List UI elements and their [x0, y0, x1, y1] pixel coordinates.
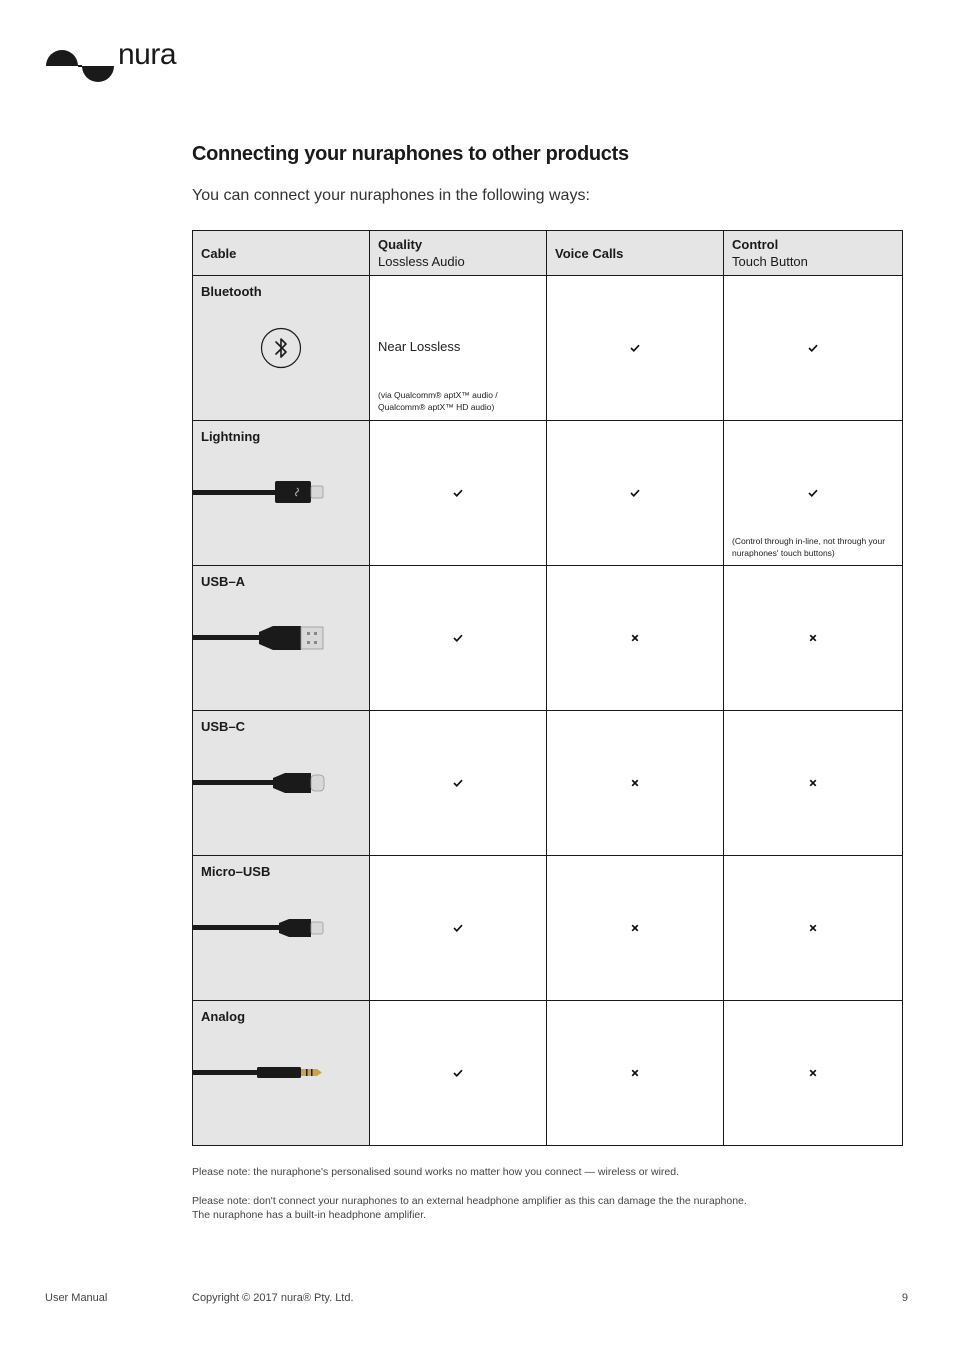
cable-name: Analog: [201, 1009, 246, 1024]
cross-icon: [631, 779, 639, 787]
cross-icon: [809, 1069, 817, 1077]
brand-name: nura: [118, 38, 177, 71]
lightning-cable-icon: [193, 421, 369, 565]
cross-icon: [631, 634, 639, 642]
cable-cell-micro-usb: [193, 856, 370, 1001]
voice-calls-cell: [547, 566, 724, 711]
cross-icon: [809, 779, 817, 787]
check-icon: [453, 634, 463, 642]
analog-cable-icon: [193, 1001, 369, 1145]
cable-cell-analog: [193, 1001, 370, 1146]
cable-cell-lightning: [193, 421, 370, 566]
voice-calls-cell: [547, 711, 724, 856]
page-title: Connecting your nuraphones to other products: [192, 143, 629, 165]
control-cell: [724, 421, 903, 566]
quality-cell: [370, 566, 547, 711]
table-row: [193, 276, 903, 421]
voice-calls-cell: [547, 276, 724, 421]
control-cell: [724, 1001, 903, 1146]
control-note: (Control through in-line, not through your nuraphones' touch buttons): [732, 536, 886, 558]
check-icon: [453, 489, 463, 497]
cable-name: Bluetooth: [201, 284, 262, 299]
cross-icon: [631, 1069, 639, 1077]
cross-icon: [809, 634, 817, 642]
note-personalised-sound: Please note: the nuraphone's personalised sound works no matter how you connect — wireless or wired.: [192, 1166, 680, 1178]
table-row: [193, 421, 903, 566]
header-voice-calls: Voice Calls: [547, 231, 724, 276]
check-icon: [453, 779, 463, 787]
header-control: Control Touch Button: [724, 231, 903, 276]
header-cable: Cable: [193, 231, 370, 276]
control-cell: [724, 566, 903, 711]
check-icon: [453, 1069, 463, 1077]
note-built-in-amplifier: The nuraphone has a built-in headphone amplifier.: [192, 1209, 427, 1221]
table-row: [193, 711, 903, 856]
cable-cell-bluetooth: [193, 276, 370, 421]
quality-cell: [370, 421, 547, 566]
quality-cell: [370, 1001, 547, 1146]
table-header-row: [193, 231, 903, 276]
table-row: [193, 856, 903, 1001]
check-icon: [453, 924, 463, 932]
footer-copyright: Copyright © 2017 nura® Pty. Ltd.: [192, 1292, 354, 1304]
control-cell: [724, 856, 903, 1001]
cross-icon: [631, 924, 639, 932]
footer-doc-title: User Manual: [45, 1292, 108, 1304]
cable-name: USB–C: [201, 719, 246, 734]
check-icon: [808, 489, 818, 497]
micro-usb-cable-icon: [193, 856, 369, 1000]
control-cell: [724, 711, 903, 856]
nura-logo: [44, 40, 176, 84]
cross-icon: [809, 924, 817, 932]
usb-c-cable-icon: [193, 711, 369, 855]
intro-text: You can connect your nuraphones in the following ways:: [192, 187, 590, 204]
quality-value: Near Lossless: [378, 339, 461, 354]
voice-calls-cell: [547, 1001, 724, 1146]
header-quality: Quality Lossless Audio: [370, 231, 547, 276]
connection-table: [192, 230, 903, 1146]
quality-note: (via Qualcomm® aptX™ audio / Qualcomm® aptX™ HD audio): [378, 390, 498, 412]
voice-calls-cell: [547, 421, 724, 566]
check-icon: [630, 344, 640, 352]
check-icon: [808, 344, 818, 352]
note-amplifier-warning: Please note: don't connect your nuraphones to an external headphone amplifier as this can damage the the nuraphone.: [192, 1195, 747, 1207]
cable-cell-usb-c: [193, 711, 370, 856]
quality-cell: [370, 276, 547, 421]
table-row: [193, 1001, 903, 1146]
check-icon: [630, 489, 640, 497]
nura-logo-mark-icon: [44, 44, 116, 84]
table-row: [193, 566, 903, 711]
voice-calls-cell: [547, 856, 724, 1001]
quality-cell: [370, 856, 547, 1001]
cable-name: Lightning: [201, 429, 261, 444]
cable-name: Micro–USB: [201, 864, 271, 879]
bluetooth-icon: [193, 276, 369, 420]
page-number: 9: [901, 1292, 908, 1304]
cable-name: USB–A: [201, 574, 246, 589]
control-cell: [724, 276, 903, 421]
cable-cell-usb-a: [193, 566, 370, 711]
usb-a-cable-icon: [193, 566, 369, 710]
quality-cell: [370, 711, 547, 856]
